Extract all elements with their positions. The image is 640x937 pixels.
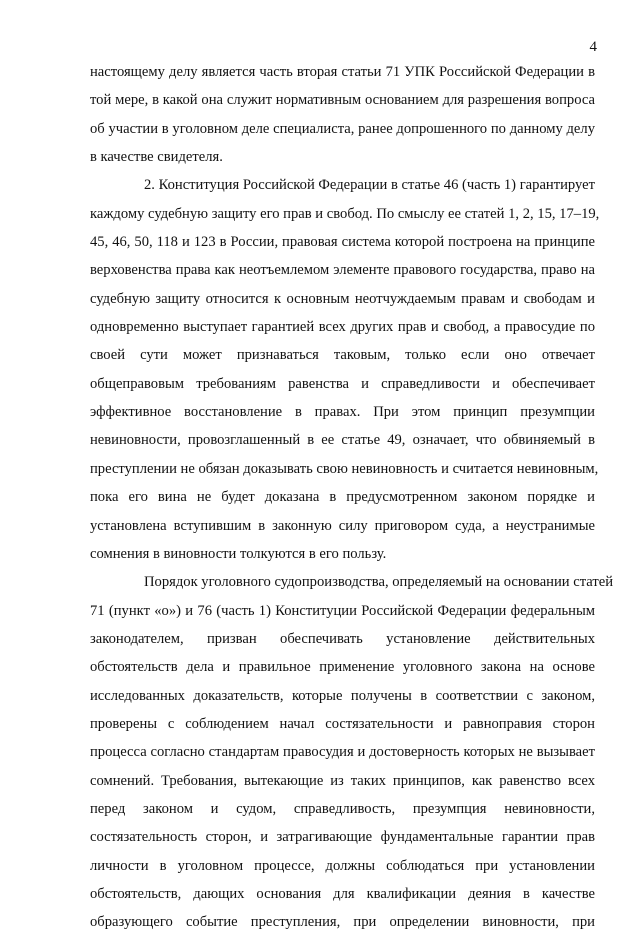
text-line: пока его вина не будет доказана в предусмотренном законом порядке и [90, 489, 595, 506]
text-line: обстоятельств дела и правильное применение уголовного закона на основе [90, 659, 595, 676]
text-line: процесса согласно стандартам правосудия и достоверность которых не вызывает [90, 744, 595, 761]
text-line: одновременно выступает гарантией всех других прав и свобод, а правосудие по [90, 319, 595, 336]
text-line: преступлении не обязан доказывать свою невиновность и считается невиновным, [90, 460, 599, 477]
text-line: эффективное восстановление в правах. При этом принцип презумпции [90, 404, 595, 421]
text-line: своей сути может признаваться таковым, только если оно отвечает [90, 347, 595, 364]
text-line: обстоятельств, дающих основания для квалификации деяния в качестве [90, 885, 595, 902]
text-line: настоящему делу является часть вторая статьи 71 УПК Российской Федерации в [90, 64, 595, 80]
text-line: 2. Конституция Российской Федерации в статье 46 (часть 1) гарантирует [144, 177, 595, 194]
text-line: установлена вступившим в законную силу приговором суда, а неустранимые [90, 517, 595, 534]
text-line: образующего событие преступления, при определении виновности, при [90, 914, 595, 931]
text-line: в качестве свидетеля. [90, 149, 223, 166]
page-number: 4 [589, 39, 597, 55]
text-line: верховенства права как неотъемлемом элементе правового государства, право на [90, 262, 595, 279]
text-line: 71 (пункт «о») и 76 (часть 1) Конституции Российской Федерации федеральным [90, 602, 595, 619]
text-line: невиновности, провозглашенный в ее статье 49, означает, что обвиняемый в [90, 432, 595, 449]
text-line: сомнения в виновности толкуются в его пользу. [90, 545, 387, 562]
text-line: 45, 46, 50, 118 и 123 в России, правовая система которой построена на принципе [90, 234, 595, 251]
text-line: личности в уголовном процессе, должны соблюдаться при установлении [90, 857, 595, 874]
text-line: Порядок уголовного судопроизводства, определяемый на основании статей [144, 574, 614, 591]
text-line: исследованных доказательств, которые получены в соответствии с законом, [90, 687, 595, 704]
text-line: перед законом и судом, справедливость, презумпция невиновности, [90, 800, 595, 817]
text-line: законодателем, призван обеспечивать установление действительных [90, 630, 595, 647]
text-line: судебную защиту относится к основным неотчуждаемым правам и свободам и [90, 290, 595, 307]
text-line: проверены с соблюдением начал состязательности и равноправия сторон [90, 715, 595, 732]
document-body [90, 58, 614, 937]
text-line: каждому судебную защиту его прав и свобод. По смыслу ее статей 1, 2, 15, 17–19, [90, 205, 600, 222]
text-line: общеправовым требованиям равенства и справедливости и обеспечивает [90, 375, 595, 392]
text-line: об участии в уголовном деле специалиста, ранее допрошенного по данному делу [90, 120, 595, 137]
text-line: сомнений. Требования, вытекающие из таких принципов, как равенство всех [90, 772, 595, 789]
text-line: состязательность сторон, и затрагивающие фундаментальные гарантии прав [90, 829, 595, 846]
text-line: той мере, в какой она служит нормативным основанием для разрешения вопроса [90, 92, 595, 109]
